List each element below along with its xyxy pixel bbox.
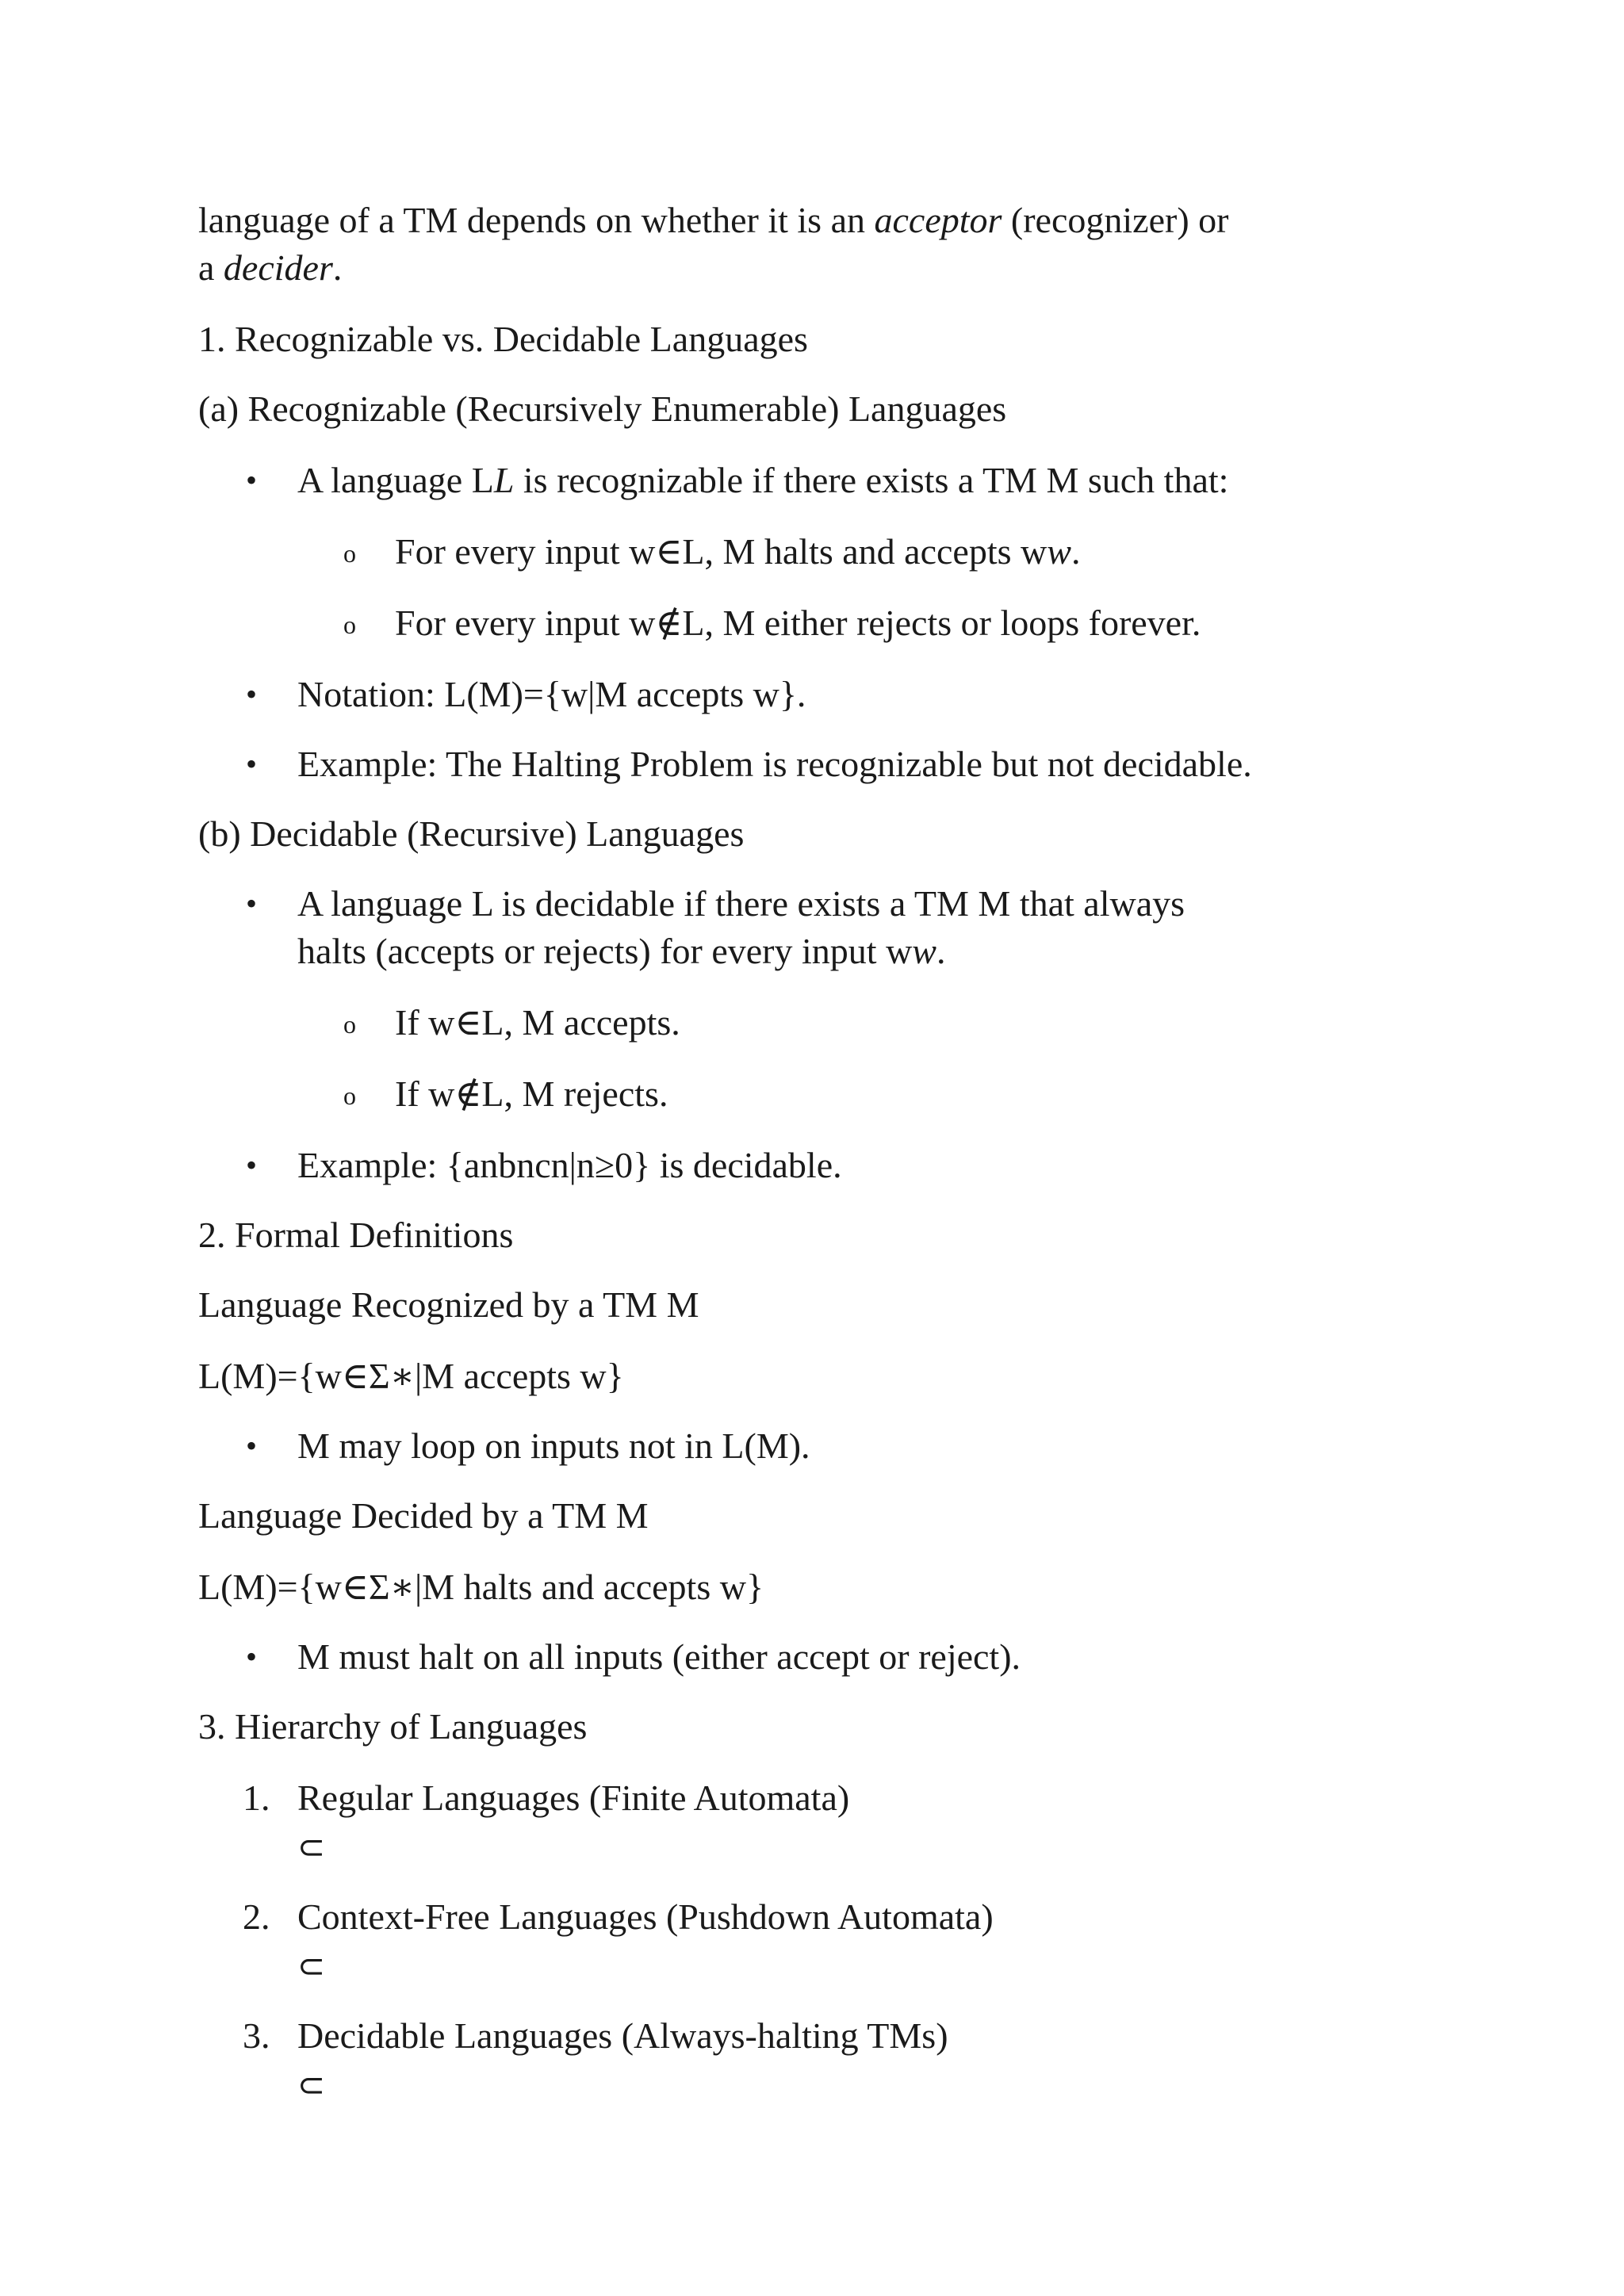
intro-line-2 (198, 244, 342, 292)
intro-text: . (332, 247, 343, 288)
recognizable-definition (297, 457, 1228, 504)
circle-bullet-glyph: o (343, 1010, 356, 1039)
section-1-heading: 1. Recognizable vs. Decidable Languages (198, 319, 808, 359)
recognized-heading: Language Recognized by a TM M (198, 1284, 699, 1325)
decided-note-bullet: M must halt on all inputs (either accept or reject). (297, 1636, 1021, 1677)
bullet-glyph: • (246, 1639, 258, 1674)
recognizable-reject-condition: For every input w∉L, M either rejects or loops forever. (395, 603, 1201, 643)
bullet-glyph: • (246, 1428, 258, 1464)
intro-text: (recognizer) or (1002, 200, 1229, 240)
decidable-reject-condition: If w∉L, M rejects. (395, 1073, 668, 1114)
subset-symbol: ⊂ (297, 2065, 326, 2104)
decidable-definition-line-2 (297, 928, 945, 975)
section-3-heading: 3. Hierarchy of Languages (198, 1706, 588, 1747)
definition-text: A language L (297, 460, 494, 500)
bullet-glyph: • (246, 462, 258, 498)
hierarchy-item-regular: Regular Languages (Finite Automata) (297, 1777, 850, 1818)
halting-example-bullet: Example: The Halting Problem is recognizable but not decidable. (297, 744, 1252, 784)
italic-symbol: w (912, 931, 936, 971)
italic-symbol: w (1047, 531, 1071, 572)
list-number: 3. (243, 2015, 270, 2056)
hierarchy-item-context-free: Context-Free Languages (Pushdown Automata) (297, 1896, 994, 1937)
bullet-glyph: • (246, 746, 258, 782)
recognized-note-bullet: M may loop on inputs not in L(M). (297, 1425, 810, 1466)
italic-symbol: L (493, 460, 515, 500)
acceptor-term: acceptor (874, 200, 1002, 240)
bullet-glyph: • (246, 676, 258, 712)
intro-text: language of a TM depends on whether it is an (198, 200, 875, 240)
intro-text: a (198, 247, 224, 288)
definition-text: . (936, 931, 946, 971)
decider-term: decider (223, 247, 333, 288)
list-number: 1. (243, 1777, 270, 1818)
subset-symbol: ⊂ (297, 1827, 326, 1866)
list-number: 2. (243, 1896, 270, 1937)
section-1b-heading: (b) Decidable (Recursive) Languages (198, 813, 745, 854)
section-1a-heading: (a) Recognizable (Recursively Enumerable) Languages (198, 388, 1007, 429)
notation-bullet: Notation: L(M)={w|M accepts w}. (297, 674, 806, 714)
decided-heading: Language Decided by a TM M (198, 1495, 649, 1536)
hierarchy-item-decidable: Decidable Languages (Always-halting TMs) (297, 2015, 948, 2056)
condition-text: For every input w∈L, M halts and accepts w (395, 531, 1048, 572)
circle-bullet-glyph: o (343, 610, 356, 639)
recognizable-accept-condition (395, 528, 1080, 576)
section-2-heading: 2. Formal Definitions (198, 1215, 514, 1255)
recognized-formula: L(M)={w∈Σ∗|M accepts w} (198, 1356, 624, 1396)
subset-symbol: ⊂ (297, 1946, 326, 1985)
bullet-glyph: • (246, 1147, 258, 1183)
decided-formula: L(M)={w∈Σ∗|M halts and accepts w} (198, 1567, 764, 1607)
condition-text: . (1071, 531, 1081, 572)
definition-text: is recognizable if there exists a TM M such that: (514, 460, 1229, 500)
bullet-glyph: • (246, 886, 258, 921)
circle-bullet-glyph: o (343, 1081, 356, 1110)
circle-bullet-glyph: o (343, 539, 356, 568)
decidable-definition-line-1: A language L is decidable if there exists a TM M that always (297, 883, 1185, 924)
decidable-accept-condition: If w∈L, M accepts. (395, 1002, 680, 1043)
decidable-example-bullet: Example: {anbncn|n≥0} is decidable. (297, 1145, 842, 1185)
intro-line-1 (198, 197, 1228, 244)
definition-text: halts (accepts or rejects) for every input w (297, 931, 913, 971)
